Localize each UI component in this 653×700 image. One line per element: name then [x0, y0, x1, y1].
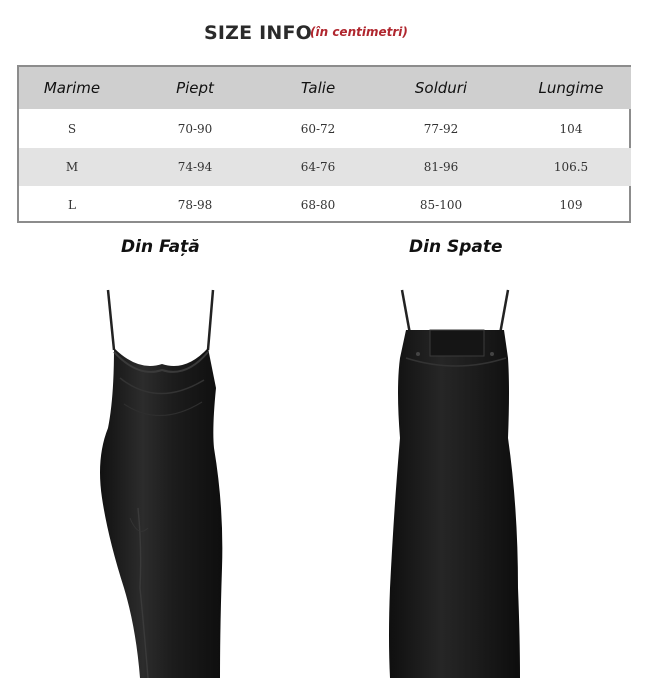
header-cell-marime: Marime — [19, 67, 125, 109]
table-cell: 64-76 — [265, 148, 371, 186]
table-cell: 60-72 — [300, 121, 336, 136]
header-cell-lungime: Lungime — [511, 67, 631, 109]
size-table-grid — [19, 67, 631, 224]
table-header-row — [19, 67, 631, 109]
dress-back-image — [360, 288, 540, 680]
table-row — [19, 186, 631, 224]
dress-front-image — [78, 288, 248, 680]
table-cell: 77-92 — [423, 121, 459, 136]
table-cell: 74-94 — [125, 148, 265, 186]
table-cell: L — [68, 198, 76, 212]
table-cell: 78-98 — [177, 198, 213, 212]
back-view-label: Din Spate — [409, 237, 503, 257]
table-cell: S — [67, 121, 77, 136]
table-row — [19, 109, 631, 148]
header-cell-solduri: Solduri — [371, 67, 511, 109]
table-row — [19, 148, 631, 186]
table-cell: 106.5 — [511, 148, 631, 186]
table-cell: 85-100 — [419, 198, 463, 212]
table-cell: 81-96 — [371, 148, 511, 186]
page-title: SIZE INFO — [204, 22, 313, 44]
header-cell-talie: Talie — [265, 67, 371, 109]
units-note: (în centimetri) — [310, 25, 408, 39]
table-cell: 68-80 — [300, 198, 336, 212]
front-view-label: Din Față — [121, 237, 200, 257]
table-cell: M — [19, 148, 125, 186]
header-cell-piept: Piept — [125, 67, 265, 109]
table-cell: 104 — [559, 121, 583, 136]
table-cell: 109 — [559, 198, 583, 212]
title-row — [0, 20, 653, 46]
size-table — [17, 65, 631, 223]
table-cell: 70-90 — [177, 121, 213, 136]
